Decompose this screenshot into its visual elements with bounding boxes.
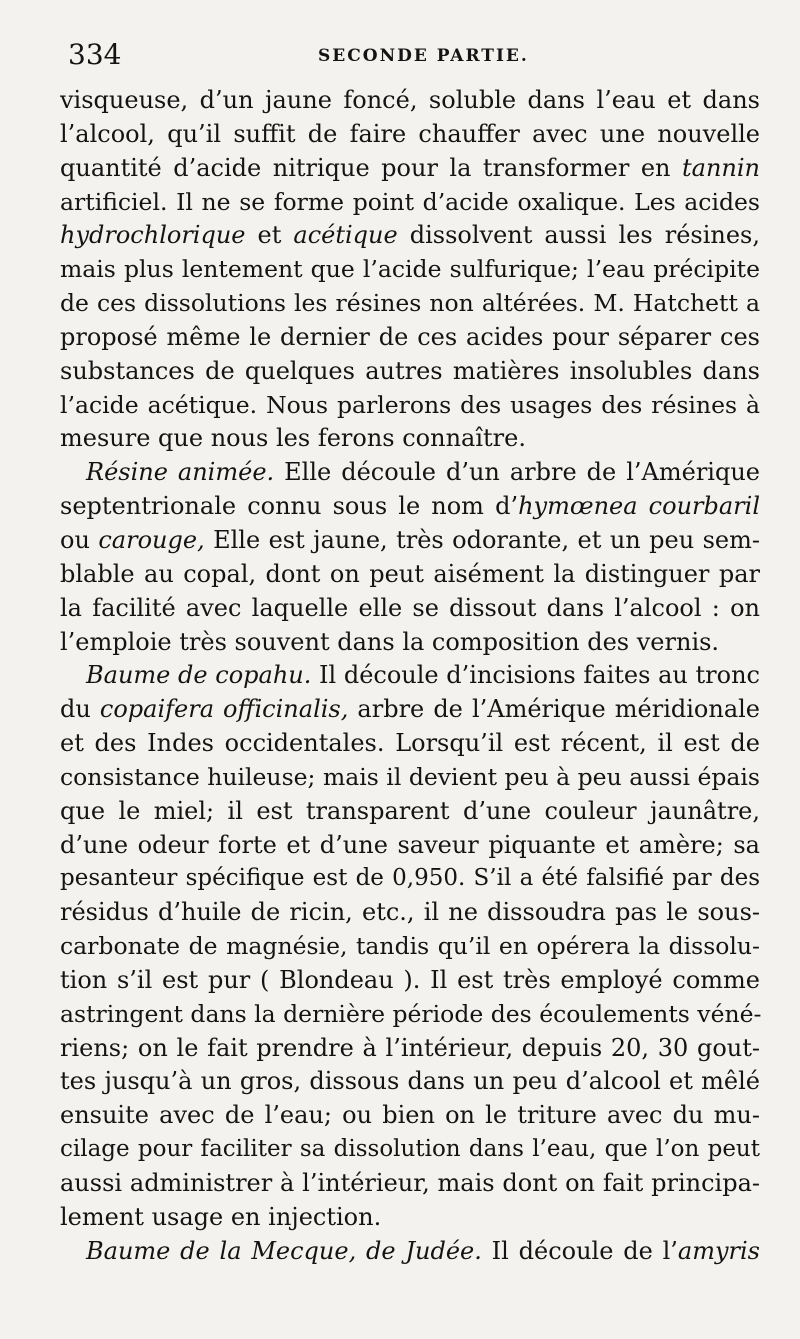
italic-text: copaifera officinalis,	[99, 695, 349, 724]
text-run: l’acide acétique. Nous parlerons des usages des résines à	[60, 390, 760, 419]
text-run: tes jusqu’à un gros, dissous dans un peu d’alcool et mêlé	[60, 1067, 760, 1096]
italic-text: acétique	[293, 221, 398, 250]
text-line	[60, 253, 760, 287]
text-run: Elle découle d’un arbre de l’Amérique	[274, 458, 761, 487]
text-line	[60, 186, 760, 220]
text-line	[60, 558, 760, 592]
text-run: Il découle de l’	[481, 1236, 678, 1265]
text-line	[60, 659, 760, 693]
italic-text: hydrochlorique	[60, 221, 246, 250]
text-run: l’alcool, qu’il suffit de faire chauffer avec une nouvelle	[60, 119, 760, 148]
italic-text: amyris	[677, 1236, 760, 1265]
text-line	[60, 693, 760, 727]
italic-text: Baume de la Mecque, de Judée.	[86, 1236, 482, 1265]
text-run: résidus d’huile de ricin, etc., il ne dissoudra pas le sous-	[60, 898, 760, 927]
text-run: septentrionale connu sous le nom d’	[60, 492, 519, 521]
text-line	[60, 321, 760, 355]
text-run: d’une odeur forte et d’une saveur piquante et amère; sa	[60, 830, 760, 859]
text-run: aussi administrer à l’intérieur, mais dont on fait principa-	[60, 1169, 760, 1197]
text-run: Il découle d’incisions faites au tronc	[311, 661, 760, 690]
text-run: mesure que nous les ferons connaître.	[60, 424, 526, 453]
text-line	[60, 1201, 760, 1235]
text-run: pesanteur spécifique est de 0,950. S’il a été falsifié par des	[60, 865, 760, 892]
text-run: carbonate de magnésie, tandis qu’il en opérera la dissolu-	[60, 932, 760, 961]
text-run: la facilité avec laquelle elle se dissout dans l’alcool : on	[60, 593, 760, 622]
text-line	[60, 422, 760, 456]
text-line	[60, 1235, 760, 1269]
text-run: mais plus lentement que l’acide sulfurique; l’eau précipite	[60, 255, 760, 284]
text-run: et des Indes occidentales. Lorsqu’il est récent, il est de	[60, 729, 760, 758]
text-run: dissolvent aussi les résines,	[397, 221, 761, 250]
page-number: 334	[68, 38, 122, 71]
text-line	[60, 727, 760, 761]
text-run: Elle est jaune, très odorante, et un peu sem-	[204, 525, 760, 554]
text-line	[60, 998, 760, 1032]
text-line	[60, 490, 760, 524]
text-run: riens; on le fait prendre à l’intérieur, depuis 20, 30 gout-	[60, 1033, 760, 1062]
text-line	[60, 1032, 760, 1066]
text-run: substances de quelques autres matières insolubles dans	[60, 356, 760, 385]
text-run: arbre de l’Amérique méridionale	[348, 695, 761, 724]
running-title: SECONDE PARTIE.	[318, 46, 529, 66]
text-run: ou	[60, 525, 99, 554]
italic-text: tannin	[682, 153, 760, 182]
text-line	[60, 152, 760, 186]
text-line	[60, 1167, 760, 1201]
text-run: du	[60, 695, 100, 724]
text-run: consistance huileuse; mais il devient peu à peu aussi épais	[60, 762, 760, 791]
italic-text: carouge,	[98, 525, 205, 554]
text-run: de ces dissolutions les résines non altérées. M. Hatchett a	[60, 289, 760, 318]
text-line	[60, 930, 760, 964]
text-line	[60, 355, 760, 389]
text-line	[60, 829, 760, 863]
text-run: ensuite avec de l’eau; ou bien on le triture avec du mu-	[60, 1101, 760, 1130]
text-line	[60, 219, 760, 253]
text-run: visqueuse, d’un jaune foncé, soluble dans l’eau et dans	[60, 86, 760, 114]
text-run: quantité d’acide nitrique pour la transformer en	[60, 153, 682, 182]
text-line	[60, 524, 760, 558]
text-line	[60, 1133, 760, 1167]
text-run: que le miel; il est transparent d’une couleur jaunâtre,	[60, 796, 760, 825]
text-line	[60, 456, 760, 490]
text-run: artificiel. Il ne se forme point d’acide oxalique. Les acides	[60, 187, 760, 216]
text-line	[60, 964, 760, 998]
text-line	[60, 795, 760, 829]
text-line	[60, 84, 760, 118]
text-line	[60, 1099, 760, 1133]
text-run: lement usage en injection.	[60, 1202, 382, 1231]
text-line	[60, 592, 760, 626]
text-run: l’emploie très souvent dans la composition des vernis.	[60, 627, 720, 656]
italic-text: Résine animée.	[86, 458, 275, 487]
italic-text: Baume de copahu.	[86, 661, 312, 690]
text-line	[60, 118, 760, 152]
italic-text: hymœnea courbaril	[518, 492, 760, 521]
text-run: tion s’il est pur ( Blondeau ). Il est très employé comme	[60, 965, 760, 994]
text-run: cilage pour faciliter sa dissolution dans l’eau, que l’on peut	[60, 1136, 760, 1163]
text-run: et	[245, 221, 294, 250]
text-line	[60, 287, 760, 321]
text-run: astringent dans la dernière période des écoulements véné-	[60, 999, 762, 1028]
text-run: blable au copal, dont on peut aisément la distinguer par	[60, 559, 760, 588]
page-header	[68, 38, 760, 78]
text-run: proposé même le dernier de ces acides pour séparer ces	[60, 322, 760, 351]
text-line	[60, 1065, 760, 1099]
text-line	[60, 389, 760, 423]
body-text	[60, 84, 760, 1269]
text-line	[60, 896, 760, 930]
text-line	[60, 862, 760, 896]
text-line	[60, 626, 760, 660]
text-line	[60, 761, 760, 795]
